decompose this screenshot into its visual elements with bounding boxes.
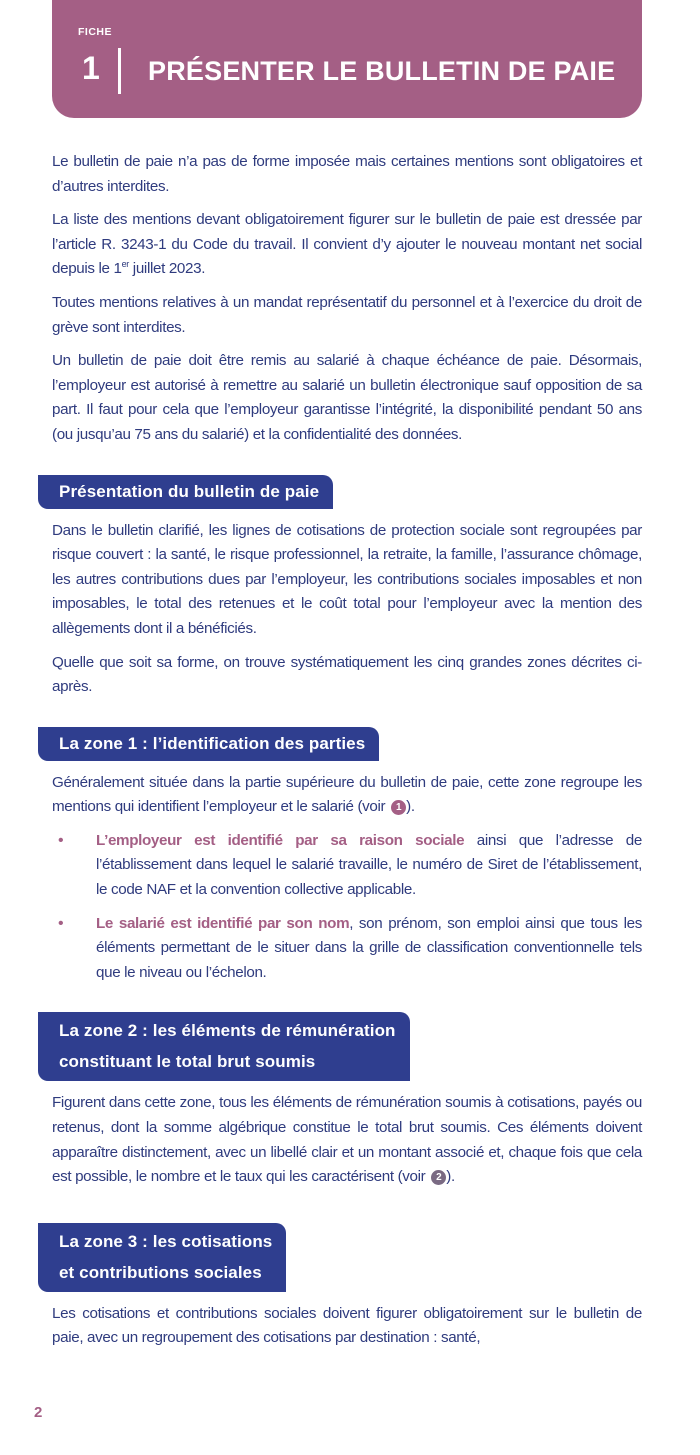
intro-paragraph-2 — [52, 208, 642, 282]
zone-3-paragraph: Les cotisations et contributions sociales doivent figurer obligatoirement sur le bulletin de paie, avec un regroupement des cotisations par destination : santé, — [52, 1304, 642, 1347]
zone-1-paragraph — [52, 771, 642, 820]
page-title: PRÉSENTER LE BULLETIN DE PAIE — [148, 56, 616, 86]
section-heading-zone-3 — [38, 1223, 286, 1292]
zone-3-title-line-2: et contributions sociales — [59, 1262, 262, 1282]
fiche-label: FICHE — [78, 26, 112, 38]
bullet-text: ainsi que l’adresse de l’établissement dans lequel le salarié travaille, le numéro de Siret de l’établissement, le code NAF et la convention collective applicable. — [96, 831, 642, 899]
zone-1-paragraph-text: Généralement située dans la partie supérieure du bulletin de paie, cette zone regroupe les mentions qui identifient l’employeur et le salarié (voir — [52, 773, 642, 816]
title-divider — [118, 48, 121, 94]
bullet-highlight: L’employeur est identifié par sa raison sociale — [96, 831, 465, 849]
list-item — [52, 912, 642, 986]
zone-2-paragraph-text: Figurent dans cette zone, tous les éléments de rémunération soumis à cotisations, payés ou retenus, dont la somme algébrique constitue le total brut soumis. Ces éléments doivent apparaître distinctement, avec un libellé clair et un montant associé et, chaque fois que cela est possible, le nombre et le taux qui les caractérisent (voir — [52, 1094, 642, 1186]
intro-paragraph-2-text: La liste des mentions devant obligatoirement figurer sur le bulletin de paie est dressée par l’article R. 3243-1 du Code du travail. Il convient d’y ajouter le nouveau montant net social depuis le 1 — [52, 211, 642, 278]
list-item — [52, 829, 642, 903]
fiche-number: 1 — [82, 50, 100, 86]
reference-2-badge: 2 — [431, 1170, 446, 1185]
reference-1-badge: 1 — [391, 800, 406, 815]
page-header-banner — [52, 0, 642, 118]
section-heading-zone-1: La zone 1 : l’identification des parties — [38, 727, 379, 761]
zone-2-paragraph — [52, 1091, 642, 1189]
superscript-er: er — [121, 259, 129, 270]
intro-paragraph-2-end: juillet 2023. — [128, 260, 206, 278]
presentation-paragraph-1: Dans le bulletin clarifié, les lignes de cotisations de protection sociale sont regroupées par risque couvert : la santé, le risque professionnel, la retraite, la famille, l’assurance chômage, les autres contributions dues par l’employeur, les contributions sociales imposables et non imposables, le total des retenues et le coût total pour l’employeur avec la mention des allègements dont il a bénéficiés. — [52, 521, 642, 637]
zone-3-title-line-1: La zone 3 : les cotisations — [59, 1231, 273, 1251]
section-heading-zone-2 — [38, 1012, 410, 1081]
intro-paragraph-3: Toutes mentions relatives à un mandat représentatif du personnel et à l’exercice du droit de grève sont interdites. — [52, 293, 642, 336]
zone-2-title-line-1: La zone 2 : les éléments de rémunération — [59, 1021, 396, 1041]
zone-1-paragraph-end: ). — [406, 798, 415, 816]
main-content — [52, 150, 642, 1360]
page-number: 2 — [34, 1404, 43, 1421]
intro-paragraph-4: Un bulletin de paie doit être remis au salarié à chaque échéance de paie. Désormais, l’employeur est autorisé à remettre au salarié un bulletin électronique sauf opposition de sa part. Il faut pour cela que l’employeur garantisse l’intégrité, la disponibilité pendant 50 ans (ou jusqu’au 75 ans du salarié) et la confidentialité des données. — [52, 352, 642, 443]
presentation-paragraph-2: Quelle que soit sa forme, on trouve systématiquement les cinq grandes zones décrites ci-après. — [52, 653, 642, 696]
section-heading-presentation: Présentation du bulletin de paie — [38, 475, 333, 509]
zone-2-title-line-2: constituant le total brut soumis — [59, 1052, 316, 1072]
zone-2-paragraph-end: ). — [446, 1168, 455, 1186]
intro-paragraph-1: Le bulletin de paie n’a pas de forme imposée mais certaines mentions sont obligatoires et d’autres interdites. — [52, 153, 642, 195]
bullet-text: , son prénom, son emploi ainsi que tous les éléments permettant de le situer dans la grille de classification conventionnelle tels que le niveau ou l’échelon. — [96, 914, 642, 981]
bullet-highlight: Le salarié est identifié par son nom — [96, 914, 350, 932]
bullet-icon: • — [58, 831, 64, 849]
bullet-icon: • — [58, 914, 64, 932]
zone-1-bullet-list — [52, 829, 642, 986]
